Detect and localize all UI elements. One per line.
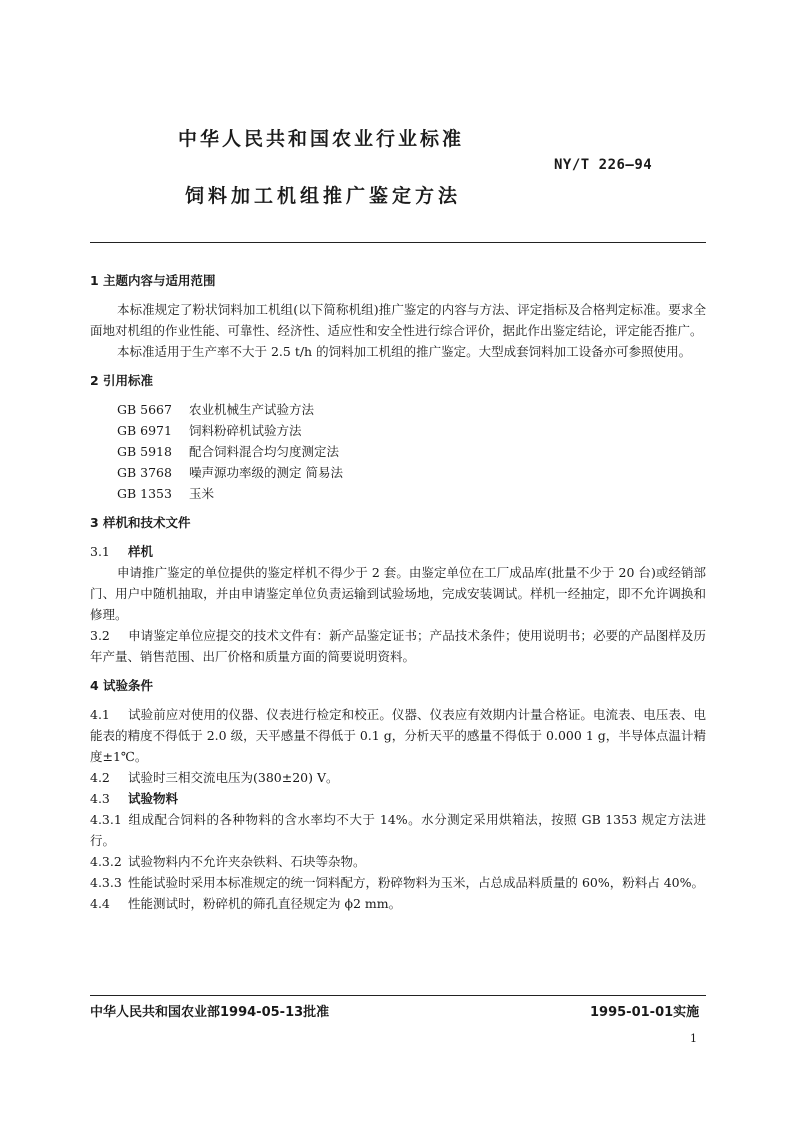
clause-4-3-1 [90, 809, 706, 851]
clause-text: 试验物料内不允许夹杂铁料、石块等杂物。 [128, 854, 366, 869]
section-1-heading: 1 主题内容与适用范围 [90, 273, 216, 288]
clause-text: 组成配合饲料的各种物料的含水率均不大于 14%。水分测定采用烘箱法，按照 GB 1353 规定方法进行。 [90, 812, 706, 848]
document-body [90, 270, 706, 914]
section-2-heading: 2 引用标准 [90, 373, 154, 388]
clause-3-2 [90, 625, 706, 667]
reference-title: 噪声源功率级的测定 简易法 [189, 465, 343, 480]
clause-4-3-3 [90, 872, 706, 893]
effective-date: 1995-01-01实施 [590, 1005, 700, 1020]
clause-number: 3.2 [90, 628, 110, 643]
reference-item [90, 441, 706, 462]
document-title: 饲料加工机组推广鉴定方法 [185, 185, 462, 207]
clause-4-1 [90, 704, 706, 767]
approval-line: 中华人民共和国农业部1994-05-13批准 [90, 1005, 330, 1020]
clause-number: 4.3.1 [90, 812, 122, 827]
reference-title: 配合饲料混合均匀度测定法 [189, 444, 340, 459]
clause-text: 试验时三相交流电压为(380±20) V。 [128, 770, 339, 785]
clause-text: 申请鉴定单位应提交的技术文件有：新产品鉴定证书；产品技术条件；使用说明书；必要的产品图样及历年产量、销售范围、出厂价格和质量方面的简要说明资料。 [90, 628, 706, 664]
clause-4-2 [90, 767, 706, 788]
clause-4-3 [90, 788, 706, 809]
section-4-heading: 4 试验条件 [90, 678, 154, 693]
clause-number: 4.4 [90, 896, 110, 911]
clause-3-1-heading [90, 541, 706, 562]
reference-item [90, 462, 706, 483]
reference-code: GB 6971 [117, 423, 172, 438]
clause-number: 3.1 [90, 544, 110, 559]
clause-3-1-text: 申请推广鉴定的单位提供的鉴定样机不得少于 2 套。由鉴定单位在工厂成品库(批量不少于 20 台)或经销部门、用户中随机抽取，并由申请鉴定单位负责运输到试验场地，完成安装调试。样机一经抽定，即不允许调换和修理。 [90, 565, 706, 622]
reference-item [90, 483, 706, 504]
clause-number: 4.3 [90, 791, 110, 806]
section-1-paragraph-1: 本标准规定了粉状饲料加工机组(以下简称机组)推广鉴定的内容与方法、评定指标及合格判定标准。要求全面地对机组的作业性能、可靠性、经济性、适应性和安全性进行综合评价，据此作出鉴定结论，评定能否推广。 [90, 302, 706, 338]
reference-code: GB 5918 [117, 444, 172, 459]
reference-code: GB 5667 [117, 402, 172, 417]
clause-4-4 [90, 893, 706, 914]
footer-divider [90, 995, 706, 996]
clause-number: 4.1 [90, 707, 110, 722]
reference-title: 农业机械生产试验方法 [189, 402, 315, 417]
clause-text: 性能测试时，粉碎机的筛孔直径规定为 ϕ2 mm。 [128, 896, 402, 911]
clause-text: 试验前应对使用的仪器、仪表进行检定和校正。仪器、仪表应有效期内计量合格证。电流表、电压表、电能表的精度不得低于 2.0 级，天平感量不得低于 0.1 g，分析天平的感量不得低于 0.000 1 g，半导体点温计精度±1℃。 [90, 707, 706, 764]
reference-item [90, 399, 706, 420]
section-3-heading: 3 样机和技术文件 [90, 515, 191, 530]
section-1-paragraph-2: 本标准适用于生产率不大于 2.5 t/h 的饲料加工机组的推广鉴定。大型成套饲料加工设备亦可参照使用。 [117, 344, 692, 359]
clause-number: 4.2 [90, 770, 110, 785]
reference-item [90, 420, 706, 441]
standard-code: NY/T 226—94 [554, 157, 653, 173]
page-number: 1 [690, 1032, 697, 1045]
header-divider [90, 242, 706, 243]
clause-number: 4.3.3 [90, 875, 122, 890]
reference-code: GB 3768 [117, 465, 172, 480]
reference-code: GB 1353 [117, 486, 172, 501]
clause-number: 4.3.2 [90, 854, 122, 869]
reference-title: 饲料粉碎机试验方法 [189, 423, 302, 438]
clause-title: 样机 [128, 544, 154, 559]
clause-4-3-2 [90, 851, 706, 872]
clause-text: 性能试验时采用本标准规定的统一饲料配方，粉碎物料为玉米，占总成品料质量的 60%，粉料占 40%。 [128, 875, 705, 890]
standard-title: 中华人民共和国农业行业标准 [178, 128, 465, 150]
clause-title: 试验物料 [128, 791, 179, 806]
reference-title: 玉米 [189, 486, 215, 501]
